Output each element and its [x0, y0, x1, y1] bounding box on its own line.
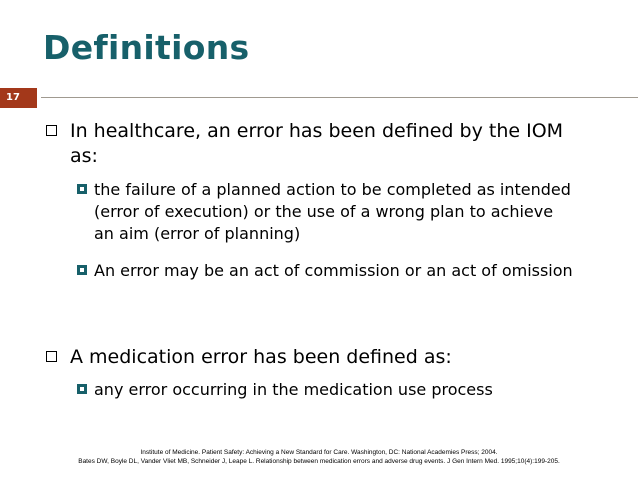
title-divider: [41, 97, 638, 98]
hollow-square-bullet-icon: [46, 125, 57, 136]
bullet-medication-error-definition: [46, 345, 596, 370]
filled-square-bullet-icon: [77, 265, 87, 275]
reference-iom: Institute of Medicine. Patient Safety: Achieving a New Standard for Care. Washington, DC: National Academies Press; 2004.: [140, 449, 498, 456]
subbullet-medication-use-process: [77, 379, 577, 401]
subbullet-commission-or-omission: [77, 260, 577, 282]
filled-square-bullet-icon: [77, 384, 87, 394]
slide-title: Definitions: [43, 28, 250, 67]
subbullet-text: the failure of a planned action to be completed as intended (error of execution) or the use of a wrong plan to achieve an aim (error of planning): [94, 180, 571, 243]
filled-square-bullet-icon: [77, 184, 87, 194]
subbullet-failure-of-planned-action: [77, 179, 577, 245]
references-footnote: [0, 448, 638, 466]
bullet-text: A medication error has been defined as:: [70, 346, 452, 368]
bullet-text: In healthcare, an error has been defined by the IOM as:: [70, 120, 564, 167]
hollow-square-bullet-icon: [46, 351, 57, 362]
reference-bates: Bates DW, Boyle DL, Vander Vliet MB, Schneider J, Leape L. Relationship between medication errors and adverse drug events. J Gen Intern Med. 1995;10(4):199-205.: [78, 458, 560, 465]
bullet-ioms-error-definition: [46, 119, 596, 169]
slide-number-badge: 17: [0, 88, 37, 108]
subbullet-text: An error may be an act of commission or an act of omission: [94, 261, 573, 280]
subbullet-text: any error occurring in the medication use process: [94, 380, 493, 399]
